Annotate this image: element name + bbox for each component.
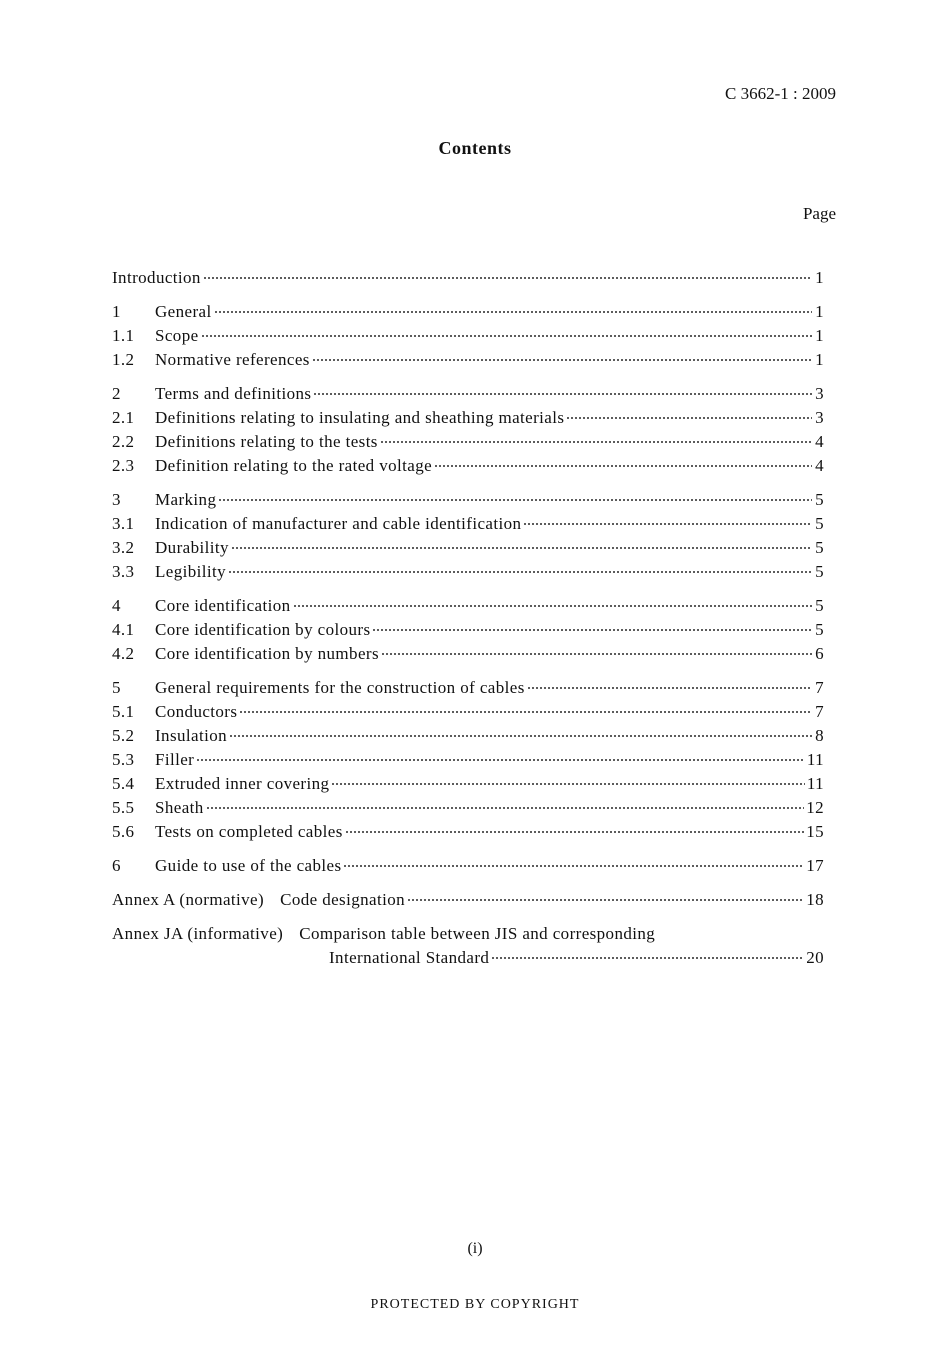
toc-entry-title: Code designation [280, 890, 405, 909]
toc-entry-number: 3.1 [112, 514, 135, 533]
toc-entry-page: 5 [815, 490, 824, 509]
toc-entry-number: 4.1 [112, 620, 135, 639]
toc-entry[interactable] [112, 560, 824, 584]
toc-entry-page: 11 [806, 750, 824, 769]
toc-entry[interactable] [112, 796, 824, 820]
toc-entry-page: 1 [815, 268, 824, 287]
toc-entry[interactable] [112, 348, 824, 372]
toc-entry[interactable] [112, 430, 824, 454]
dot-leader [343, 865, 804, 867]
toc-entry-title: Indication of manufacturer and cable identification [155, 514, 522, 533]
toc-entry-page: 7 [815, 678, 824, 697]
toc-entry-title: Core identification by numbers [155, 644, 379, 663]
toc-entry-number: 4 [112, 596, 121, 615]
toc-entry-title: Conductors [155, 702, 238, 721]
dot-leader [206, 807, 805, 809]
annex-label: Annex A (normative) [112, 890, 265, 909]
toc-entry-page: 3 [815, 408, 824, 427]
toc-entry-annex-ja[interactable] [112, 922, 824, 946]
dot-leader [381, 653, 812, 655]
toc-entry-title: General [155, 302, 212, 321]
toc-entry-page: 17 [806, 856, 824, 875]
dot-leader [201, 335, 812, 337]
toc-entry-page: 12 [806, 798, 824, 817]
toc-entry-title: Tests on completed cables [155, 822, 343, 841]
toc-entry-annex-a[interactable] [112, 888, 824, 912]
toc-entry-title: Filler [155, 750, 195, 769]
toc-entry-title: Extruded inner covering [155, 774, 330, 793]
toc-entry-page: 4 [815, 432, 824, 451]
dot-leader [203, 277, 812, 279]
toc-entry-title: Marking [155, 490, 217, 509]
toc-entry-page: 6 [815, 644, 824, 663]
toc-group-annex-ja [112, 922, 824, 970]
toc-entry-number: 1 [112, 302, 121, 321]
dot-leader [372, 629, 812, 631]
toc-entry[interactable] [112, 324, 824, 348]
toc-entry-number: 6 [112, 856, 121, 875]
toc-entry-number: 5.4 [112, 774, 135, 793]
copyright-notice: PROTECTED BY COPYRIGHT [370, 1297, 580, 1312]
dot-leader [331, 783, 804, 785]
toc-entry-page: 1 [815, 326, 824, 345]
toc-entry[interactable] [112, 594, 824, 618]
toc-entry-number: 2.2 [112, 432, 135, 451]
toc-entry-number: 5.6 [112, 822, 135, 841]
dot-leader [228, 571, 812, 573]
toc-entry[interactable] [112, 700, 824, 724]
dot-leader [407, 899, 804, 901]
toc-entry-page: 15 [806, 822, 824, 841]
dot-leader [214, 311, 812, 313]
dot-leader [229, 735, 812, 737]
toc-entry-page: 18 [806, 890, 824, 909]
toc-entry[interactable] [112, 406, 824, 430]
dot-leader [345, 831, 804, 833]
dot-leader [434, 465, 812, 467]
toc-entry-title: Durability [155, 538, 229, 557]
toc-entry[interactable] [112, 820, 824, 844]
toc-entry[interactable] [112, 454, 824, 478]
toc-entry-introduction[interactable] [112, 266, 824, 290]
toc-entry-number: 5.2 [112, 726, 135, 745]
toc-group-3 [112, 488, 824, 584]
toc-entry[interactable] [112, 642, 824, 666]
dot-leader [491, 957, 804, 959]
toc-group-6 [112, 854, 824, 878]
dot-leader [239, 711, 812, 713]
document-id: C 3662-1 : 2009 [725, 84, 836, 103]
annex-label: Annex JA (informative) [112, 924, 284, 943]
toc-entry-title: Terms and definitions [155, 384, 312, 403]
toc-entry-page: 1 [815, 350, 824, 369]
toc-entry-page: 5 [815, 596, 824, 615]
toc-entry-page: 5 [815, 538, 824, 557]
dot-leader [218, 499, 812, 501]
toc-entry[interactable] [112, 676, 824, 700]
toc-entry[interactable] [112, 724, 824, 748]
toc-group-5 [112, 676, 824, 844]
dot-leader [523, 523, 812, 525]
toc-entry-title-line1: Comparison table between JIS and corresponding [299, 924, 656, 943]
toc-entry-page: 1 [815, 302, 824, 321]
toc-entry-number: 3 [112, 490, 121, 509]
toc-entry-page: 5 [815, 620, 824, 639]
table-of-contents [112, 266, 824, 980]
toc-entry-number: 5.5 [112, 798, 135, 817]
toc-entry-number: 1.1 [112, 326, 135, 345]
toc-entry[interactable] [112, 512, 824, 536]
toc-entry-number: 5 [112, 678, 121, 697]
toc-group-4 [112, 594, 824, 666]
footer-page-number: (i) [467, 1240, 483, 1257]
toc-entry-title: Legibility [155, 562, 227, 581]
toc-entry[interactable] [112, 382, 824, 406]
toc-entry[interactable] [112, 618, 824, 642]
toc-entry-title: Sheath [155, 798, 204, 817]
toc-entry-page: 5 [815, 562, 824, 581]
dot-leader [312, 359, 812, 361]
toc-entry-page: 7 [815, 702, 824, 721]
toc-entry-number: 5.1 [112, 702, 135, 721]
dot-leader [231, 547, 812, 549]
toc-entry[interactable] [112, 300, 824, 324]
toc-entry-number: 1.2 [112, 350, 135, 369]
toc-entry-number: 2.1 [112, 408, 135, 427]
toc-entry[interactable] [112, 488, 824, 512]
toc-entry-title: Normative references [155, 350, 310, 369]
toc-entry-title: Definitions relating to the tests [155, 432, 378, 451]
toc-entry-page: 20 [806, 948, 824, 967]
toc-entry[interactable] [112, 748, 824, 772]
toc-group-2 [112, 382, 824, 478]
toc-entry[interactable] [112, 772, 824, 796]
dot-leader [196, 759, 805, 761]
dot-leader [380, 441, 812, 443]
toc-entry-title: Core identification by colours [155, 620, 371, 639]
toc-entry-number: 5.3 [112, 750, 135, 769]
toc-entry-number: 4.2 [112, 644, 135, 663]
toc-entry[interactable] [112, 536, 824, 560]
toc-entry-title: Guide to use of the cables [155, 856, 342, 875]
toc-entry-title: Definitions relating to insulating and sheathing materials [155, 408, 565, 427]
toc-entry-page: 3 [815, 384, 824, 403]
toc-entry-title: Definition relating to the rated voltage [155, 456, 433, 475]
toc-entry-title: Insulation [155, 726, 227, 745]
toc-group-annex-a [112, 888, 824, 912]
toc-entry-page: 8 [815, 726, 824, 745]
dot-leader [566, 417, 812, 419]
toc-entry-title: Core identification [155, 596, 291, 615]
toc-entry-number: 2.3 [112, 456, 135, 475]
toc-entry-title-line2: International Standard [329, 948, 490, 967]
toc-group-1 [112, 300, 824, 372]
page-title: Contents [438, 138, 512, 158]
toc-entry-number: 3.3 [112, 562, 135, 581]
toc-entry-title: Scope [155, 326, 199, 345]
toc-entry-page: 4 [815, 456, 824, 475]
toc-entry-title: Introduction [112, 268, 201, 287]
toc-entry-page: 11 [806, 774, 824, 793]
toc-entry-page: 5 [815, 514, 824, 533]
toc-entry-number: 3.2 [112, 538, 135, 557]
dot-leader [527, 687, 812, 689]
page-column-label: Page [802, 204, 836, 223]
toc-entry-annex-ja-cont[interactable] [112, 946, 824, 970]
toc-group-introduction [112, 266, 824, 290]
toc-entry-title: General requirements for the construction of cables [155, 678, 525, 697]
dot-leader [293, 605, 812, 607]
dot-leader [313, 393, 812, 395]
toc-entry[interactable] [112, 854, 824, 878]
toc-entry-number: 2 [112, 384, 121, 403]
